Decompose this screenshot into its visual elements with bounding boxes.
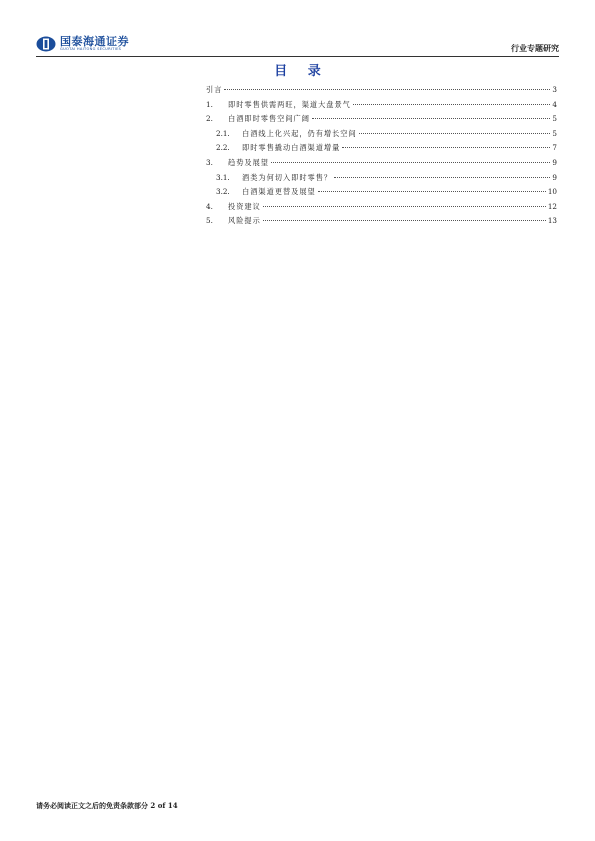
toc-dot-leader bbox=[312, 118, 551, 119]
toc-entry-page: 9 bbox=[552, 157, 557, 167]
toc-entry-number: 4. bbox=[206, 201, 213, 211]
toc-dot-leader bbox=[224, 89, 550, 90]
toc-entry-page: 5 bbox=[552, 128, 557, 138]
toc-entry-number: 2.2. bbox=[216, 143, 230, 153]
toc-entry-page: 13 bbox=[547, 216, 557, 226]
toc-dot-leader bbox=[318, 191, 546, 192]
toc-entry-page: 5 bbox=[552, 114, 557, 124]
toc-entry-number: 1. bbox=[206, 99, 213, 109]
toc-entry[interactable] bbox=[206, 171, 557, 186]
toc-dot-leader bbox=[353, 104, 551, 105]
toc-entry-title: 即时零售供需两旺，渠道大盘景气 bbox=[228, 99, 351, 109]
toc-dot-leader bbox=[359, 133, 551, 134]
toc-entry-number: 2.1. bbox=[216, 128, 230, 138]
toc-entry-title: 投资建议 bbox=[228, 201, 261, 211]
footer-disclaimer: 请务必阅读正文之后的免责条款部分 2 of 14 bbox=[36, 801, 178, 810]
toc-entry-title: 酒类为何切入即时零售？ bbox=[242, 172, 333, 182]
toc-entry-page: 12 bbox=[547, 201, 557, 211]
toc-dot-leader bbox=[271, 162, 550, 163]
header-divider bbox=[36, 56, 559, 57]
toc-entry-page: 9 bbox=[552, 172, 557, 182]
toc-dot-leader bbox=[263, 220, 546, 221]
toc-entry-title: 风险提示 bbox=[228, 216, 261, 226]
toc-entry-number: 3.2. bbox=[216, 187, 230, 197]
toc-title: 目 录 bbox=[274, 64, 329, 79]
toc-entry[interactable] bbox=[206, 112, 557, 127]
toc-entry-page: 7 bbox=[552, 143, 557, 153]
logo-chinese-name: 国泰海通证券 bbox=[60, 35, 129, 49]
toc-entry-title: 趋势及展望 bbox=[228, 157, 269, 167]
toc-entry[interactable] bbox=[206, 127, 557, 142]
toc-entry[interactable] bbox=[206, 156, 557, 171]
toc-entry-number: 5. bbox=[206, 216, 213, 226]
toc-entry-title: 白酒线上化兴起，仍有增长空间 bbox=[242, 128, 357, 138]
guotai-haitong-logo-icon bbox=[36, 36, 56, 52]
toc-dot-leader bbox=[334, 177, 550, 178]
toc-entry-title: 引言 bbox=[206, 85, 223, 94]
toc-dot-leader bbox=[263, 206, 546, 207]
toc-entry[interactable] bbox=[206, 200, 557, 215]
toc-entry-page: 10 bbox=[547, 187, 557, 197]
toc-entry-number: 2. bbox=[206, 114, 213, 124]
toc-entry[interactable] bbox=[206, 83, 557, 98]
table-of-contents bbox=[206, 83, 557, 229]
toc-entry[interactable] bbox=[206, 214, 557, 229]
toc-entry[interactable] bbox=[206, 185, 557, 200]
toc-entry-title: 即时零售撬动白酒渠道增量 bbox=[242, 143, 341, 153]
toc-entry-number: 3.1. bbox=[216, 172, 230, 182]
toc-entry-number: 3. bbox=[206, 157, 213, 167]
logo-english-name: GUOTAI HAITONG SECURITIES bbox=[60, 47, 122, 52]
toc-entry[interactable] bbox=[206, 141, 557, 156]
toc-entry-title: 白酒渠道更替及展望 bbox=[242, 187, 316, 197]
page-header bbox=[36, 36, 559, 56]
toc-entry-page: 3 bbox=[552, 85, 557, 94]
toc-entry-page: 4 bbox=[552, 99, 557, 109]
toc-entry-title: 白酒即时零售空间广阔 bbox=[228, 114, 310, 124]
company-logo bbox=[36, 36, 129, 52]
toc-dot-leader bbox=[342, 147, 550, 148]
report-type-label: 行业专题研究 bbox=[511, 44, 559, 53]
toc-entry[interactable] bbox=[206, 98, 557, 113]
